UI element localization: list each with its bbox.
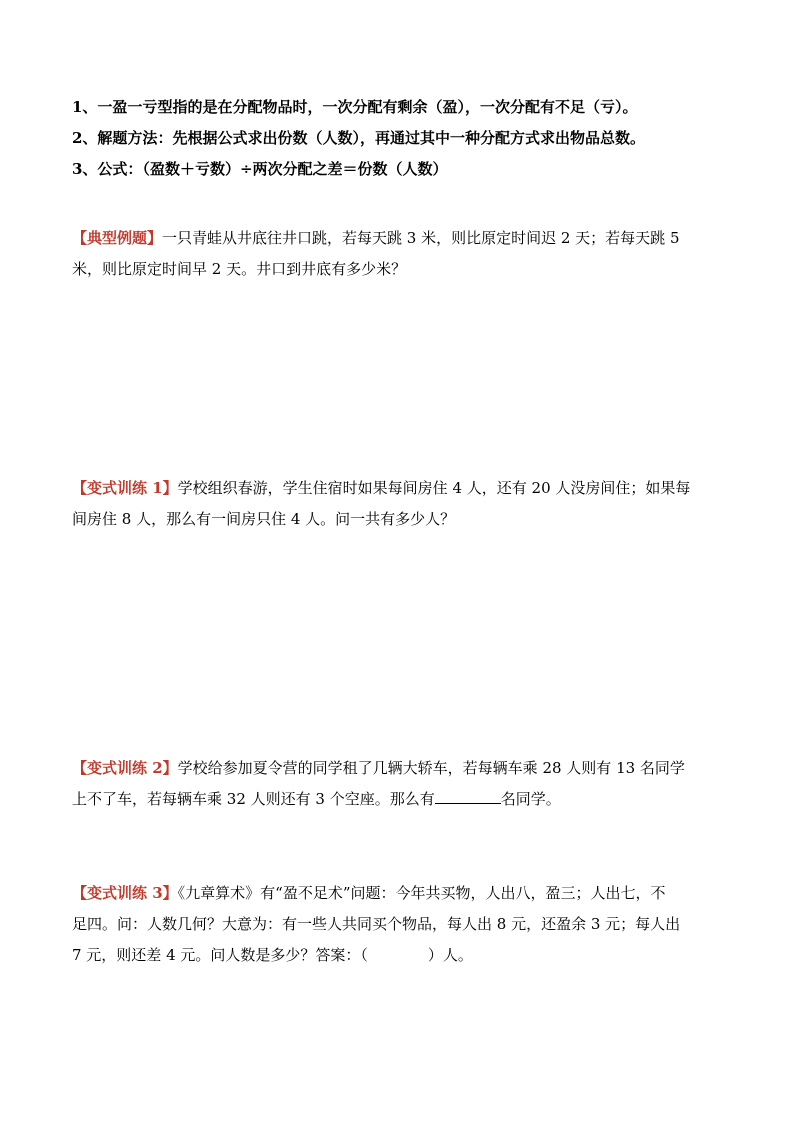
exercise-3-line-1 bbox=[72, 883, 732, 903]
summary-point-3: 3、公式：（盈数＋亏数）÷两次分配之差＝份数（人数） bbox=[72, 160, 448, 178]
summary-point-1: 1、一盈一亏型指的是在分配物品时，一次分配有剩余（盈），一次分配有不足（亏）。 bbox=[72, 98, 638, 116]
exercise-1-line-2: 间房住 8 人，那么有一间房只住 4 人。问一共有多少人？ bbox=[72, 510, 456, 528]
summary-point-2: 2、解题方法：先根据公式求出份数（人数），再通过其中一种分配方式求出物品总数。 bbox=[72, 129, 645, 147]
exercise-1-line-1 bbox=[72, 478, 732, 498]
exercise-2-line-1 bbox=[72, 758, 732, 778]
exercise-3-text-3b: ）人。 bbox=[427, 946, 473, 964]
exercise-2-line-2 bbox=[72, 789, 732, 809]
example-tag: 【典型例题】 bbox=[72, 229, 163, 247]
answer-blank[interactable] bbox=[435, 789, 501, 804]
example-line-2: 米，则比原定时间早 2 天。井口到井底有多少米？ bbox=[72, 260, 407, 278]
exercise-1-text-1: 学校组织春游，学生住宿时如果每间房住 4 人，还有 20 人没房间住；如果每 bbox=[177, 479, 691, 497]
exercise-3-text-3a: 7 元，则还差 4 元。问人数是多少？答案：（ bbox=[72, 946, 368, 964]
example-text-1: 一只青蛙从井底往井口跳，若每天跳 3 米，则比原定时间迟 2 天；若每天跳 5 bbox=[162, 229, 680, 247]
exercise-3-tag: 【变式训练 3】 bbox=[72, 884, 178, 902]
exercise-2-tag: 【变式训练 2】 bbox=[72, 759, 178, 777]
exercise-2-text-2b: 名同学。 bbox=[500, 790, 561, 808]
example-line-1 bbox=[72, 228, 732, 248]
exercise-3-text-1: 《九章算术》有“盈不足术”问题：今年共买物，人出八，盈三；人出七，不 bbox=[177, 884, 666, 902]
exercise-2-text-2a: 上不了车，若每辆车乘 32 人则还有 3 个空座。那么有 bbox=[72, 790, 435, 808]
exercise-1-tag: 【变式训练 1】 bbox=[72, 479, 178, 497]
exercise-3-line-3 bbox=[72, 945, 732, 965]
exercise-2-text-1: 学校给参加夏令营的同学租了几辆大轿车，若每辆车乘 28 人则有 13 名同学 bbox=[177, 759, 685, 777]
exercise-3-line-2: 足四。问：人数几何？大意为：有一些人共同买个物品，每人出 8 元，还盈余 3 元；每人出 bbox=[72, 915, 681, 933]
